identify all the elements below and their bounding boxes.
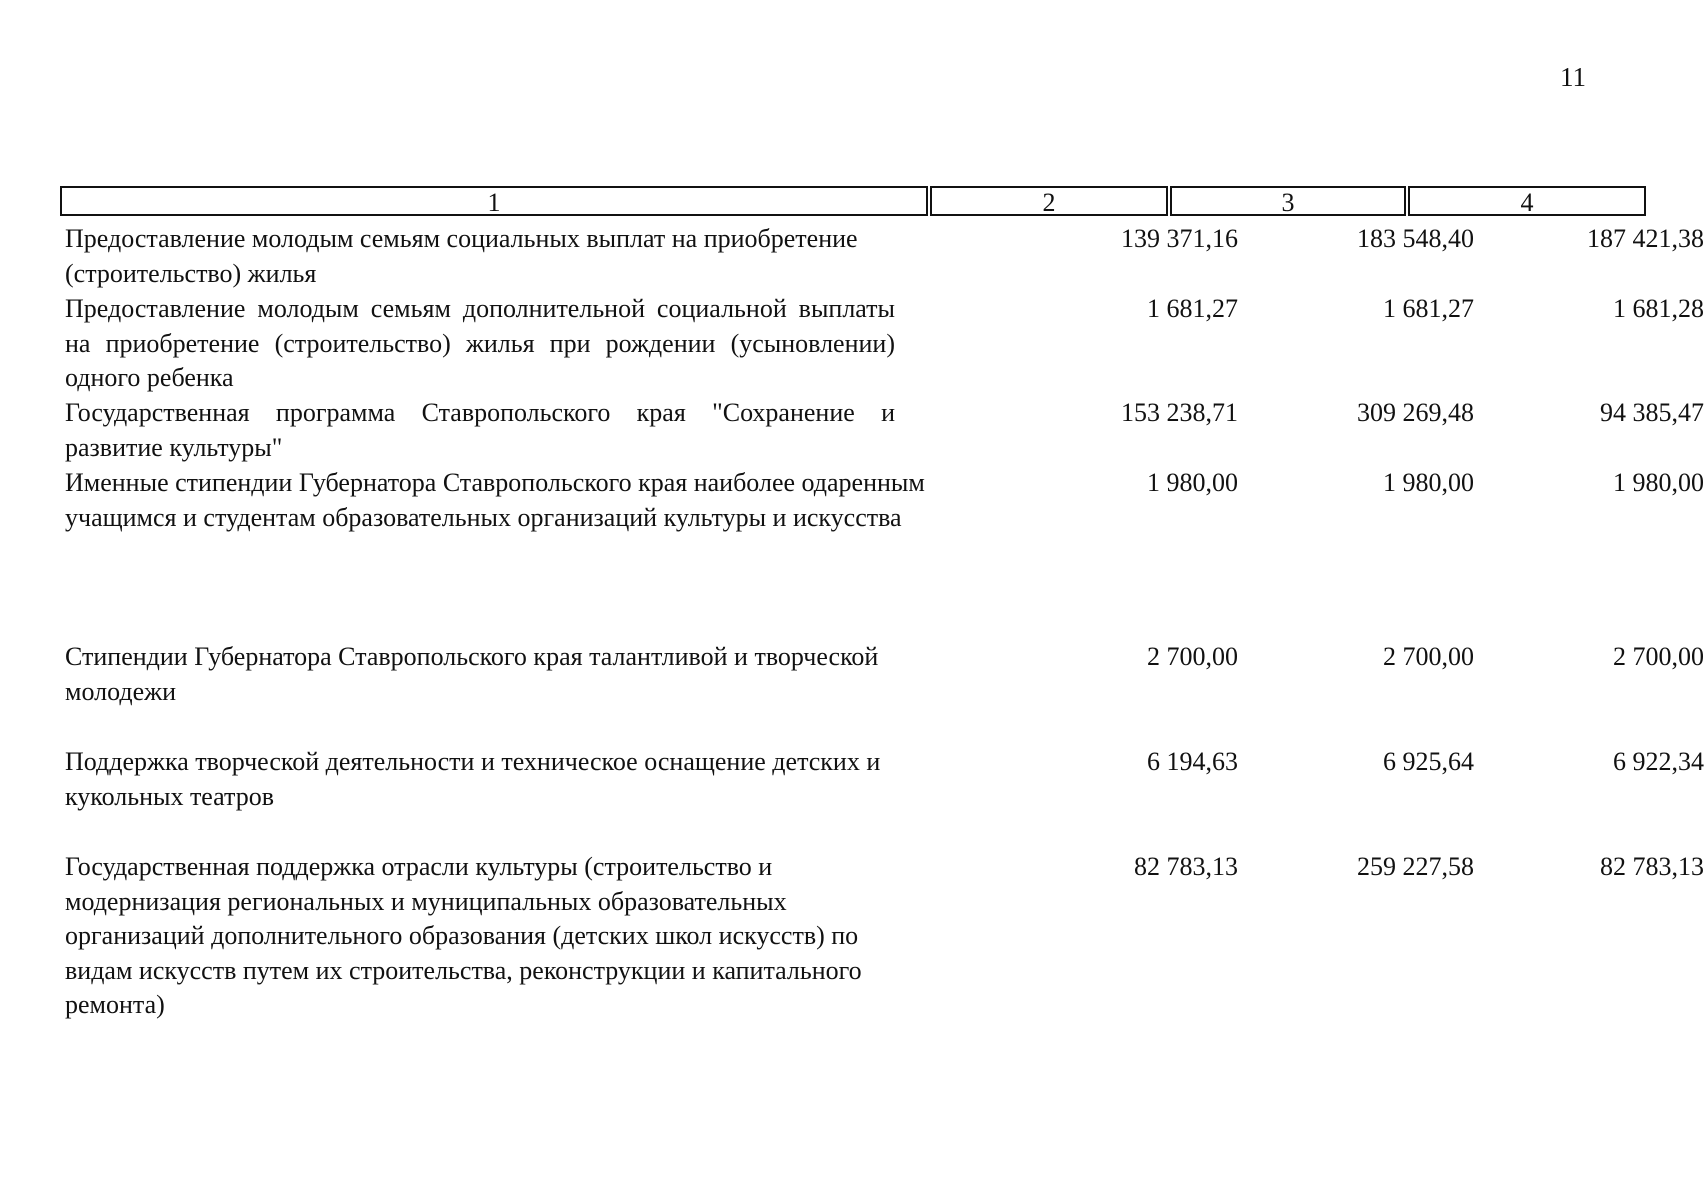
row-value-col2: 153 238,71	[1121, 398, 1238, 427]
row-value-col4: 94 385,47	[1600, 398, 1704, 427]
row-description: Поддержка творческой деятельности и техническое оснащение детских и кукольных театров	[65, 747, 881, 811]
row-value-col3: 1 681,27	[1383, 294, 1474, 323]
row-value-col3: 1 980,00	[1383, 468, 1474, 497]
page-number: 11	[1560, 62, 1586, 92]
row-description: Государственная программа Ставропольского края "Сохранение и развитие культуры"	[65, 398, 895, 462]
row-value-col2: 1 681,27	[1147, 294, 1238, 323]
row-value-col2: 2 700,00	[1147, 642, 1238, 671]
row-value-col4: 187 421,38	[1587, 224, 1704, 253]
row-value-col3: 259 227,58	[1357, 852, 1474, 881]
row-value-col3: 309 269,48	[1357, 398, 1474, 427]
row-value-col3: 6 925,64	[1383, 747, 1474, 776]
row-value-col2: 82 783,13	[1134, 852, 1238, 881]
header-cell-1: 1	[60, 186, 928, 216]
header-cell-2: 2	[930, 186, 1168, 216]
row-value-col2: 6 194,63	[1147, 747, 1238, 776]
row-value-col4: 2 700,00	[1613, 642, 1704, 671]
row-value-col4: 1 980,00	[1613, 468, 1704, 497]
row-description: Предоставление молодым семьям социальных выплат на приобретение (строительство) жилья	[65, 224, 858, 288]
row-value-col2: 139 371,16	[1121, 224, 1238, 253]
row-value-col2: 1 980,00	[1147, 468, 1238, 497]
row-description: Предоставление молодым семьям дополнительной социальной выплаты на приобретение (строительство) жилья при рождении (усыновлении) одного ребенка	[65, 294, 895, 392]
row-description: Именные стипендии Губернатора Ставропольского края наиболее одаренным учащимся и студентам образовательных организаций культуры и искусства	[65, 468, 925, 532]
row-description: Стипендии Губернатора Ставропольского края талантливой и творческой молодежи	[65, 642, 879, 706]
header-cell-4: 4	[1408, 186, 1646, 216]
row-value-col4: 6 922,34	[1613, 747, 1704, 776]
row-value-col4: 82 783,13	[1600, 852, 1704, 881]
row-value-col3: 2 700,00	[1383, 642, 1474, 671]
table-header-row	[60, 186, 1646, 218]
row-value-col4: 1 681,28	[1613, 294, 1704, 323]
row-description: Государственная поддержка отрасли культуры (строительство и модернизация региональных и муниципальных образовательных организаций дополнительного образования (детских школ искусств) по видам искусств путем их строительства, реконструкции и капитального ремонта)	[65, 852, 862, 1019]
row-value-col3: 183 548,40	[1357, 224, 1474, 253]
header-cell-3: 3	[1170, 186, 1406, 216]
